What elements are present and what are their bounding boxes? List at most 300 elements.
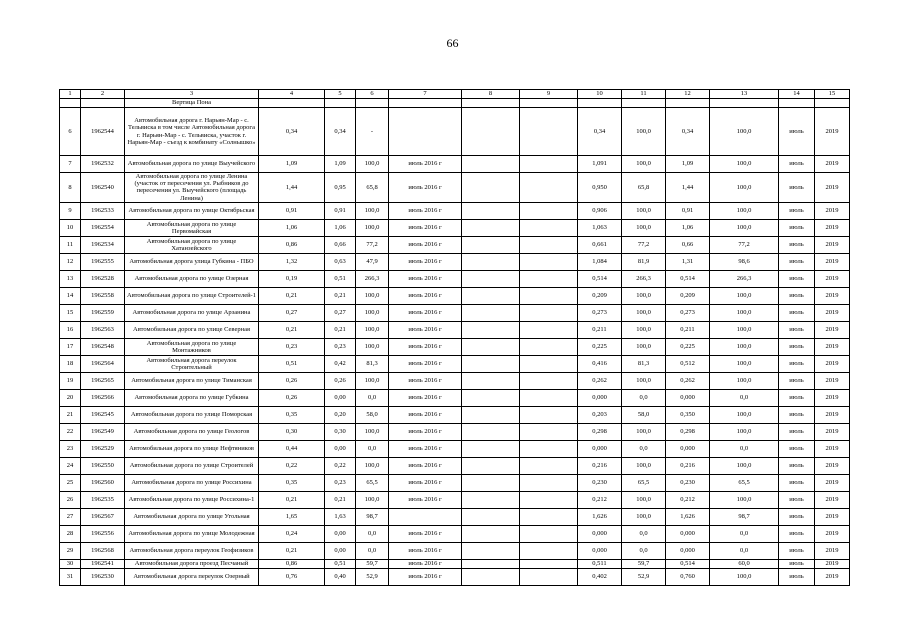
percent-fact: 52,9 (622, 568, 666, 585)
length-done: 0,21 (325, 321, 356, 338)
row-number: 24 (60, 457, 81, 474)
road-code: 1962533 (81, 202, 125, 219)
table-row (60, 406, 850, 423)
percent-done: 65,8 (356, 173, 389, 203)
percent-fact: 100,0 (622, 372, 666, 389)
length-fact: 0,514 (578, 270, 622, 287)
empty-cell (520, 508, 578, 525)
percent-done: 100,0 (356, 287, 389, 304)
empty-cell (81, 99, 125, 108)
length-done: 1,09 (325, 156, 356, 173)
row-number: 18 (60, 355, 81, 372)
road-name: Автомобильная дорога по улице Угольная (125, 508, 259, 525)
length-plan: 0,34 (666, 108, 710, 156)
length-plan: 0,760 (666, 568, 710, 585)
percent-done: 100,0 (356, 372, 389, 389)
road-name: Автомобильная дорога по улице Первомайская (125, 219, 259, 236)
section-title: Вертица Пона (125, 99, 259, 108)
percent-plan: 98,6 (710, 253, 779, 270)
percent-fact: 0,0 (622, 542, 666, 559)
length-fact: 0,262 (578, 372, 622, 389)
percent-done: 0,0 (356, 440, 389, 457)
empty-cell (462, 99, 520, 108)
percent-done: - (356, 108, 389, 156)
length-done: 0,00 (325, 389, 356, 406)
table-row (60, 440, 850, 457)
length-plan: 0,514 (666, 270, 710, 287)
empty-cell (462, 423, 520, 440)
table-row (60, 304, 850, 321)
percent-plan: 100,0 (710, 568, 779, 585)
percent-fact: 100,0 (622, 156, 666, 173)
percent-plan: 100,0 (710, 173, 779, 203)
percent-plan: 0,0 (710, 440, 779, 457)
percent-done: 100,0 (356, 321, 389, 338)
percent-plan: 100,0 (710, 287, 779, 304)
table-row (60, 173, 850, 203)
percent-done: 98,7 (356, 508, 389, 525)
length-plan: 0,262 (666, 372, 710, 389)
length-total: 1,65 (259, 508, 325, 525)
empty-cell (520, 372, 578, 389)
header-cell: 9 (520, 90, 578, 99)
row-number: 9 (60, 202, 81, 219)
length-total: 0,24 (259, 525, 325, 542)
row-number: 29 (60, 542, 81, 559)
percent-plan: 100,0 (710, 321, 779, 338)
date-done: июль 2016 г (389, 559, 462, 568)
header-cell: 4 (259, 90, 325, 99)
road-code: 1962558 (81, 287, 125, 304)
month: июль (779, 525, 815, 542)
percent-fact: 100,0 (622, 491, 666, 508)
road-code: 1962545 (81, 406, 125, 423)
year: 2019 (815, 508, 850, 525)
percent-plan: 100,0 (710, 304, 779, 321)
road-name: Автомобильная дорога по улице Арзанина (125, 304, 259, 321)
empty-cell (520, 525, 578, 542)
length-plan: 1,44 (666, 173, 710, 203)
length-total: 0,30 (259, 423, 325, 440)
percent-fact: 100,0 (622, 321, 666, 338)
length-done: 0,00 (325, 440, 356, 457)
year: 2019 (815, 568, 850, 585)
empty-cell (520, 202, 578, 219)
table-row (60, 270, 850, 287)
year: 2019 (815, 202, 850, 219)
length-total: 0,22 (259, 457, 325, 474)
empty-cell (462, 156, 520, 173)
table-row (60, 474, 850, 491)
header-cell: 5 (325, 90, 356, 99)
date-done: июль 2016 г (389, 321, 462, 338)
length-done: 0,20 (325, 406, 356, 423)
year: 2019 (815, 525, 850, 542)
date-done: июль 2016 г (389, 525, 462, 542)
road-name: Автомобильная дорога по улице Губкина (125, 389, 259, 406)
length-plan: 0,216 (666, 457, 710, 474)
empty-cell (462, 202, 520, 219)
header-row (60, 90, 850, 99)
road-code: 1962567 (81, 508, 125, 525)
length-fact: 1,084 (578, 253, 622, 270)
length-plan: 0,000 (666, 525, 710, 542)
empty-cell (779, 99, 815, 108)
percent-done: 81,3 (356, 355, 389, 372)
length-total: 0,35 (259, 406, 325, 423)
empty-cell (462, 491, 520, 508)
row-number: 8 (60, 173, 81, 203)
year: 2019 (815, 270, 850, 287)
year: 2019 (815, 372, 850, 389)
date-done: июль 2016 г (389, 236, 462, 253)
length-total: 0,44 (259, 440, 325, 457)
row-number: 28 (60, 525, 81, 542)
row-number: 20 (60, 389, 81, 406)
length-total: 0,21 (259, 542, 325, 559)
length-total: 0,91 (259, 202, 325, 219)
percent-fact: 59,7 (622, 559, 666, 568)
empty-cell (520, 568, 578, 585)
date-done: июль 2016 г (389, 304, 462, 321)
year: 2019 (815, 406, 850, 423)
year: 2019 (815, 338, 850, 355)
percent-fact: 58,0 (622, 406, 666, 423)
percent-plan: 100,0 (710, 338, 779, 355)
road-name: Автомобильная дорога по улице Озерная (125, 270, 259, 287)
length-fact: 0,000 (578, 542, 622, 559)
date-done: июль 2016 г (389, 287, 462, 304)
percent-fact: 100,0 (622, 338, 666, 355)
length-total: 1,44 (259, 173, 325, 203)
road-code: 1962565 (81, 372, 125, 389)
header-cell: 6 (356, 90, 389, 99)
empty-cell (520, 173, 578, 203)
row-number: 15 (60, 304, 81, 321)
date-done: июль 2016 г (389, 253, 462, 270)
month: июль (779, 270, 815, 287)
road-code: 1962528 (81, 270, 125, 287)
percent-fact: 81,9 (622, 253, 666, 270)
length-fact: 0,211 (578, 321, 622, 338)
percent-plan: 100,0 (710, 457, 779, 474)
road-name: Автомобильная дорога по улице Октябрьская (125, 202, 259, 219)
length-done: 0,00 (325, 542, 356, 559)
month: июль (779, 474, 815, 491)
row-number: 16 (60, 321, 81, 338)
date-done (389, 108, 462, 156)
month: июль (779, 304, 815, 321)
month: июль (779, 389, 815, 406)
length-done: 1,63 (325, 508, 356, 525)
percent-plan: 100,0 (710, 355, 779, 372)
percent-plan: 100,0 (710, 202, 779, 219)
length-done: 0,26 (325, 372, 356, 389)
road-code: 1962556 (81, 525, 125, 542)
empty-cell (520, 457, 578, 474)
table-row (60, 372, 850, 389)
empty-cell (520, 236, 578, 253)
length-fact: 0,511 (578, 559, 622, 568)
percent-fact: 100,0 (622, 423, 666, 440)
empty-cell (462, 173, 520, 203)
row-number: 26 (60, 491, 81, 508)
length-fact: 1,626 (578, 508, 622, 525)
length-plan: 1,31 (666, 253, 710, 270)
empty-cell (520, 389, 578, 406)
empty-cell (462, 474, 520, 491)
percent-done: 100,0 (356, 491, 389, 508)
length-plan: 1,626 (666, 508, 710, 525)
length-done: 0,21 (325, 491, 356, 508)
year: 2019 (815, 440, 850, 457)
road-code: 1962554 (81, 219, 125, 236)
empty-cell (462, 270, 520, 287)
year: 2019 (815, 236, 850, 253)
header-cell: 1 (60, 90, 81, 99)
row-number: 30 (60, 559, 81, 568)
road-code: 1962564 (81, 355, 125, 372)
empty-cell (462, 406, 520, 423)
road-table (59, 89, 850, 586)
length-fact: 0,000 (578, 440, 622, 457)
year: 2019 (815, 108, 850, 156)
length-plan: 0,298 (666, 423, 710, 440)
length-done: 0,34 (325, 108, 356, 156)
empty-cell (462, 457, 520, 474)
empty-cell (710, 99, 779, 108)
road-code: 1962534 (81, 236, 125, 253)
road-name: Автомобильная дорога переулок Озерный (125, 568, 259, 585)
percent-plan: 100,0 (710, 156, 779, 173)
date-done: июль 2016 г (389, 156, 462, 173)
percent-fact: 100,0 (622, 287, 666, 304)
row-number: 25 (60, 474, 81, 491)
length-fact: 0,661 (578, 236, 622, 253)
percent-fact: 100,0 (622, 508, 666, 525)
row-number: 21 (60, 406, 81, 423)
road-code: 1962535 (81, 491, 125, 508)
road-name: Автомобильная дорога переулок Геофизиков (125, 542, 259, 559)
length-total: 0,27 (259, 304, 325, 321)
length-done: 0,00 (325, 525, 356, 542)
length-plan: 0,225 (666, 338, 710, 355)
year: 2019 (815, 457, 850, 474)
length-done: 0,95 (325, 173, 356, 203)
empty-cell (60, 99, 81, 108)
empty-cell (259, 99, 325, 108)
empty-cell (520, 219, 578, 236)
table-row (60, 508, 850, 525)
road-code: 1962530 (81, 568, 125, 585)
month: июль (779, 457, 815, 474)
empty-cell (462, 338, 520, 355)
length-fact: 0,203 (578, 406, 622, 423)
length-fact: 1,063 (578, 219, 622, 236)
header-cell: 15 (815, 90, 850, 99)
road-name: Автомобильная дорога по улице Монтажников (125, 338, 259, 355)
table-row (60, 108, 850, 156)
month: июль (779, 440, 815, 457)
length-plan: 0,230 (666, 474, 710, 491)
road-name: Автомобильная дорога по улице Нефтяников (125, 440, 259, 457)
year: 2019 (815, 304, 850, 321)
empty-cell (462, 559, 520, 568)
page-number: 66 (446, 36, 459, 50)
table-row (60, 202, 850, 219)
header-cell: 13 (710, 90, 779, 99)
road-name: Автомобильная дорога по улице Геологов (125, 423, 259, 440)
percent-fact: 100,0 (622, 202, 666, 219)
percent-done: 100,0 (356, 202, 389, 219)
length-done: 0,63 (325, 253, 356, 270)
road-name: Автомобильная дорога по улице Тиманская (125, 372, 259, 389)
length-plan: 0,66 (666, 236, 710, 253)
header-cell: 14 (779, 90, 815, 99)
percent-fact: 266,3 (622, 270, 666, 287)
road-name: Автомобильная дорога улица Губкина - ПБО (125, 253, 259, 270)
percent-plan: 100,0 (710, 406, 779, 423)
empty-cell (462, 372, 520, 389)
empty-cell (462, 287, 520, 304)
length-plan: 0,91 (666, 202, 710, 219)
length-done: 0,23 (325, 474, 356, 491)
date-done: июль 2016 г (389, 457, 462, 474)
date-done (389, 508, 462, 525)
row-number: 19 (60, 372, 81, 389)
table-row (60, 338, 850, 355)
length-total: 1,09 (259, 156, 325, 173)
year: 2019 (815, 253, 850, 270)
percent-plan: 266,3 (710, 270, 779, 287)
row-number: 10 (60, 219, 81, 236)
length-total: 0,21 (259, 491, 325, 508)
percent-fact: 0,0 (622, 440, 666, 457)
month: июль (779, 338, 815, 355)
percent-done: 100,0 (356, 219, 389, 236)
month: июль (779, 236, 815, 253)
header-cell: 3 (125, 90, 259, 99)
empty-cell (520, 321, 578, 338)
empty-cell (389, 99, 462, 108)
length-fact: 0,000 (578, 389, 622, 406)
year: 2019 (815, 156, 850, 173)
length-done: 0,40 (325, 568, 356, 585)
length-fact: 0,298 (578, 423, 622, 440)
date-done: июль 2016 г (389, 474, 462, 491)
table-row (60, 253, 850, 270)
table-row (60, 321, 850, 338)
percent-plan: 100,0 (710, 219, 779, 236)
length-fact: 0,950 (578, 173, 622, 203)
date-done: июль 2016 г (389, 219, 462, 236)
empty-cell (462, 542, 520, 559)
length-total: 0,35 (259, 474, 325, 491)
empty-cell (520, 338, 578, 355)
length-plan: 0,512 (666, 355, 710, 372)
road-code: 1962563 (81, 321, 125, 338)
length-total: 0,34 (259, 108, 325, 156)
length-plan: 0,209 (666, 287, 710, 304)
road-code: 1962559 (81, 304, 125, 321)
empty-cell (520, 270, 578, 287)
length-plan: 0,000 (666, 542, 710, 559)
road-code: 1962550 (81, 457, 125, 474)
percent-fact: 77,2 (622, 236, 666, 253)
road-name: Автомобильная дорога по улице Россихина (125, 474, 259, 491)
percent-done: 100,0 (356, 457, 389, 474)
road-code: 1962541 (81, 559, 125, 568)
table-row (60, 568, 850, 585)
road-name: Автомобильная дорога переулок Строительный (125, 355, 259, 372)
section-row (60, 99, 850, 108)
month: июль (779, 372, 815, 389)
empty-cell (462, 304, 520, 321)
empty-cell (462, 440, 520, 457)
length-total: 0,21 (259, 321, 325, 338)
date-done: июль 2016 г (389, 423, 462, 440)
road-name: Автомобильная дорога г. Нарьян-Мар - с. Тельвиска в том числе Автомобильная дорога г. Нарьян-Мар - с. Тельвиска, участок г. Нарьян-Мар - съезд к комбинату «Солнышко» (125, 108, 259, 156)
length-total: 0,51 (259, 355, 325, 372)
road-name: Автомобильная дорога по улице Строителей (125, 457, 259, 474)
road-code: 1962560 (81, 474, 125, 491)
percent-plan: 0,0 (710, 389, 779, 406)
road-code: 1962544 (81, 108, 125, 156)
month: июль (779, 542, 815, 559)
date-done: июль 2016 г (389, 338, 462, 355)
month: июль (779, 559, 815, 568)
percent-done: 52,9 (356, 568, 389, 585)
percent-done: 0,0 (356, 542, 389, 559)
year: 2019 (815, 355, 850, 372)
date-done: июль 2016 г (389, 355, 462, 372)
length-total: 0,86 (259, 559, 325, 568)
length-plan: 0,273 (666, 304, 710, 321)
road-code: 1962548 (81, 338, 125, 355)
length-fact: 0,225 (578, 338, 622, 355)
empty-cell (520, 440, 578, 457)
date-done: июль 2016 г (389, 440, 462, 457)
percent-plan: 60,0 (710, 559, 779, 568)
empty-cell (462, 389, 520, 406)
length-done: 0,66 (325, 236, 356, 253)
empty-cell (622, 99, 666, 108)
table-row (60, 525, 850, 542)
length-fact: 0,212 (578, 491, 622, 508)
percent-done: 266,3 (356, 270, 389, 287)
header-cell: 2 (81, 90, 125, 99)
date-done: июль 2016 г (389, 491, 462, 508)
percent-done: 100,0 (356, 338, 389, 355)
road-name: Автомобильная дорога по улице Поморская (125, 406, 259, 423)
table-row (60, 156, 850, 173)
percent-plan: 100,0 (710, 372, 779, 389)
row-number: 31 (60, 568, 81, 585)
road-code: 1962532 (81, 156, 125, 173)
month: июль (779, 219, 815, 236)
year: 2019 (815, 542, 850, 559)
month: июль (779, 202, 815, 219)
empty-cell (462, 253, 520, 270)
length-done: 0,42 (325, 355, 356, 372)
year: 2019 (815, 287, 850, 304)
length-total: 0,26 (259, 372, 325, 389)
row-number: 6 (60, 108, 81, 156)
month: июль (779, 156, 815, 173)
table-row (60, 389, 850, 406)
row-number: 11 (60, 236, 81, 253)
percent-fact: 100,0 (622, 219, 666, 236)
